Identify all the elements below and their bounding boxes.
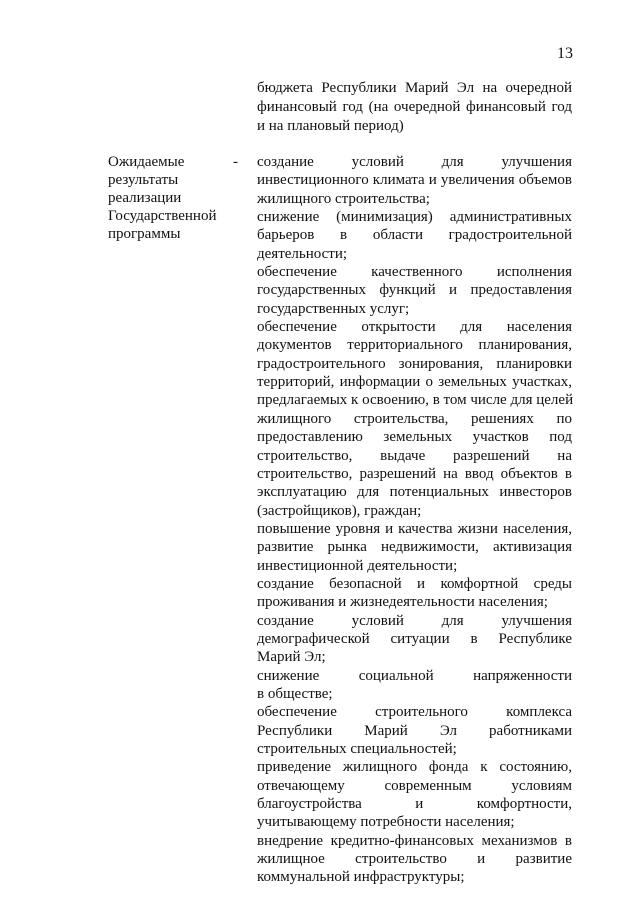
section-label-line: Государственной [108, 208, 217, 224]
result-item-line: создание условий для улучшения [257, 612, 572, 629]
result-item-line: отвечающему современным условиям [257, 777, 572, 794]
result-item-line: барьеров в области градостроительной [257, 227, 572, 244]
result-item-line: территорий, информации о земельных участках, [257, 374, 572, 391]
result-item-line: инвестиционного климата и увеличения объемов [257, 172, 572, 189]
result-item [257, 703, 572, 758]
result-item-line: приведение жилищного фонда к состоянию, [257, 759, 572, 776]
section-dash: - [233, 154, 238, 170]
expected-results-list [257, 153, 572, 887]
result-item-line: Республики Марий Эл работниками [257, 722, 572, 739]
result-item [257, 153, 572, 208]
result-item-line: благоустройства и комфортности, [257, 796, 572, 813]
result-item-line: повышение уровня и качества жизни населения, [257, 520, 572, 537]
result-item-line: коммунальной инфраструктуры; [257, 869, 465, 886]
section-label-line: Ожидаемые [108, 154, 185, 170]
result-item [257, 208, 572, 263]
result-item [257, 832, 572, 887]
intro-paragraph [257, 79, 572, 136]
section-label-line: реализации [108, 190, 182, 206]
result-item-line: предлагаемых к освоению, в том числе для целей [257, 392, 574, 409]
result-item-line: внедрение кредитно-финансовых механизмов в [257, 832, 572, 849]
result-item-line: создание условий для улучшения [257, 154, 572, 170]
result-item-line: строительство, выдаче разрешений на [257, 447, 572, 464]
section-label-line: программы [108, 226, 181, 242]
result-item-line: создание безопасной и комфортной среды [257, 575, 572, 592]
result-item-line: демографической ситуации в Республике [257, 630, 572, 647]
result-item-line: документов территориального планирования, [257, 337, 572, 354]
intro-line: и на плановый период) [257, 118, 404, 134]
result-item-line: государственных функций и предоставления [257, 282, 572, 299]
result-item-line: в обществе; [257, 685, 333, 702]
result-item [257, 318, 572, 520]
result-item-line: строительство, разрешений на ввод объектов в [257, 465, 572, 482]
section-label [108, 153, 233, 243]
result-item-line: жилищного строительства, решениях по [257, 410, 572, 427]
result-item-line: снижение социальной напряженности [257, 667, 572, 684]
result-item-line: жилищного строительства; [257, 190, 430, 207]
result-item-line: обеспечение открытости для населения [257, 319, 572, 336]
result-item-line: учитывающему потребности населения; [257, 814, 515, 831]
intro-line: финансовый год (на очередной финансовый год [257, 99, 572, 115]
result-item-line: обеспечение качественного исполнения [257, 264, 572, 281]
result-item-line: градостроительного зонирования, планировки [257, 355, 572, 372]
result-item-line: государственных услуг; [257, 300, 410, 317]
result-item-line: развитие рынка недвижимости, активизация [257, 539, 572, 556]
section-label-line: результаты [108, 172, 179, 188]
intro-line: бюджета Республики Марий Эл на очередной [257, 80, 572, 96]
result-item-line: эксплуатацию для потенциальных инвесторов [257, 484, 572, 501]
result-item [257, 667, 572, 704]
result-item-line: деятельности; [257, 245, 348, 262]
result-item-line: (застройщиков), граждан; [257, 502, 422, 519]
page-number: 13 [557, 45, 573, 62]
result-item [257, 263, 572, 318]
result-item-line: снижение (минимизация) административных [257, 209, 572, 226]
result-item-line: проживания и жизнедеятельности населения; [257, 594, 548, 611]
result-item-line: инвестиционной деятельности; [257, 557, 458, 574]
result-item [257, 520, 572, 575]
result-item-line: предоставлению земельных участков под [257, 429, 572, 446]
result-item-line: Марий Эл; [257, 649, 326, 666]
result-item [257, 758, 572, 831]
result-item [257, 575, 572, 612]
result-item-line: жилищное строительство и развитие [257, 851, 572, 868]
result-item-line: строительных специальностей; [257, 741, 457, 757]
result-item [257, 612, 572, 667]
result-item-line: обеспечение строительного комплекса [257, 704, 572, 721]
